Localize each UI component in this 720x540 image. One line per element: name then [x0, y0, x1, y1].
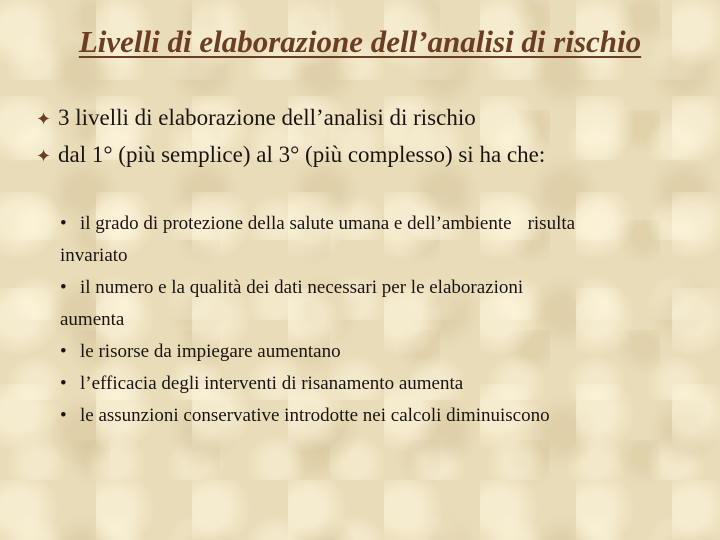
sub-bullet-list	[60, 208, 715, 432]
main-bullet-text: 3 livelli di elaborazione dell’analisi di rischio	[58, 105, 476, 130]
sub-bullet-tail: risulta	[527, 213, 576, 234]
star-bullet-icon: ✦	[36, 146, 52, 166]
sub-bullet-item	[60, 336, 715, 368]
sub-bullet-item	[60, 400, 715, 432]
dot-bullet-icon: •	[60, 213, 67, 234]
sub-bullet-text: le risorse da impiegare aumentano	[80, 341, 341, 362]
main-bullet-item	[36, 137, 706, 174]
dot-bullet-icon: •	[60, 373, 67, 394]
main-bullet-item	[36, 100, 706, 137]
sub-bullet-text: l’efficacia degli interventi di risanamento aumenta	[80, 373, 464, 394]
main-bullet-list	[36, 100, 706, 174]
sub-bullet-wrap: aumenta	[60, 309, 125, 330]
sub-bullet-item	[60, 208, 715, 272]
main-bullet-text: dal 1° (più semplice) al 3° (più complesso) si ha che:	[58, 142, 546, 167]
sub-bullet-text: il grado di protezione della salute umana e dell’ambiente	[80, 213, 512, 234]
sub-bullet-item	[60, 272, 715, 336]
sub-bullet-text: le assunzioni conservative introdotte nei calcoli diminuiscono	[80, 405, 550, 426]
dot-bullet-icon: •	[60, 341, 67, 362]
sub-bullet-text: il numero e la qualità dei dati necessari per le elaborazioni	[80, 277, 524, 298]
sub-bullet-wrap: invariato	[60, 245, 128, 266]
dot-bullet-icon: •	[60, 405, 67, 426]
star-bullet-icon: ✦	[36, 109, 52, 129]
dot-bullet-icon: •	[60, 277, 67, 298]
sub-bullet-item	[60, 368, 715, 400]
slide-title: Livelli di elaborazione dell’analisi di rischio	[78, 24, 642, 59]
